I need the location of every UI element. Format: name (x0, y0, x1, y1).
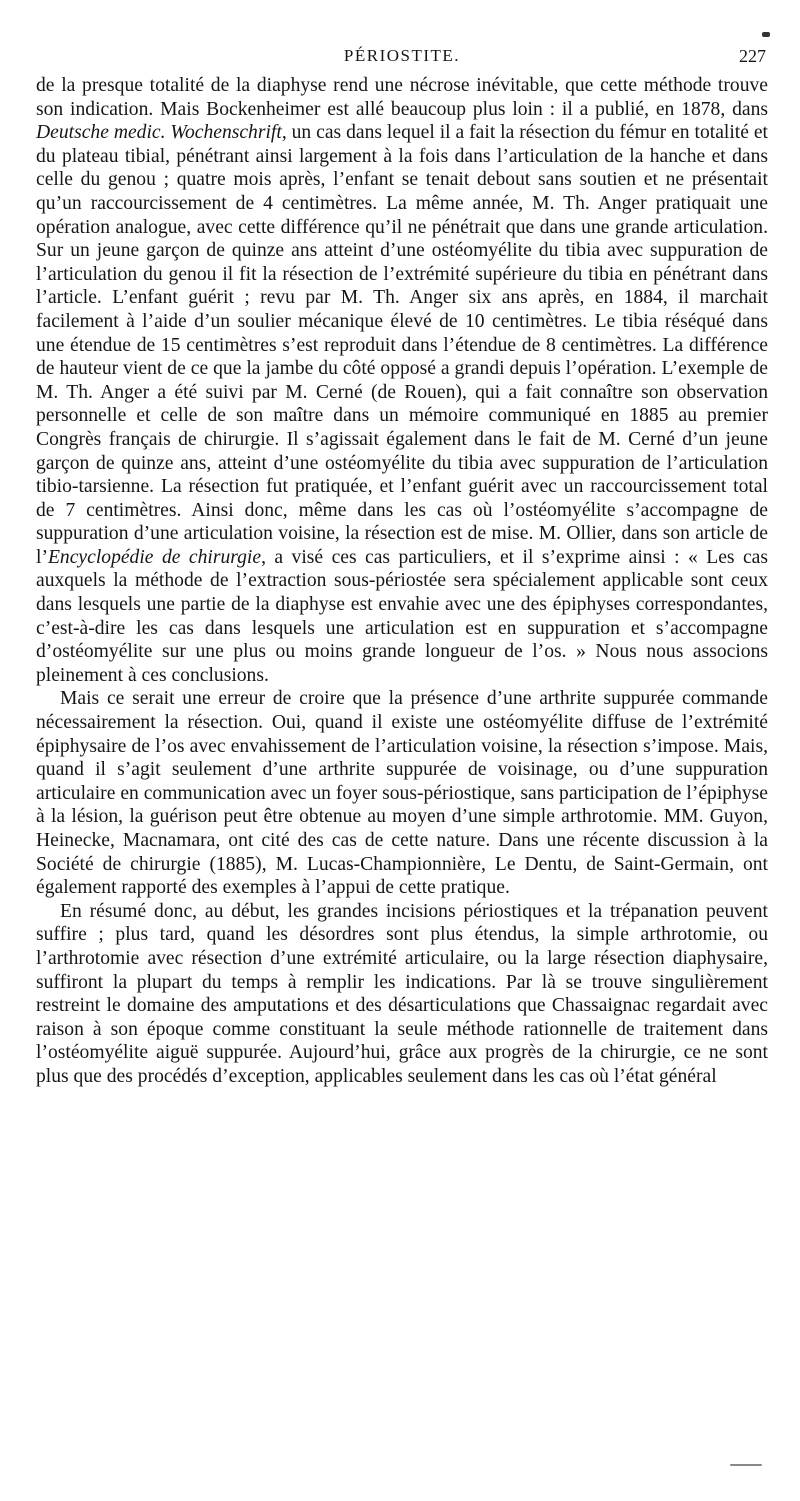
running-title: PÉRIOSTITE. (343, 46, 461, 65)
paragraph-2 (36, 687, 768, 899)
paragraph-1 (36, 74, 768, 687)
text-run: Mais ce serait une erreur de croire que la présence d’une arthrite suppurée commande nécessairement la résection. Oui, quand il existe une ostéomyélite diffuse de l’extrémité épiphysaire de l’os avec envahissement de l’articulation voisine, la résection s’impose. Mais, quand il s’agit seulement d’une arthrite suppurée de voisinage, ou d’une suppuration articulaire en communication avec un foyer sous-périostique, sans participation de l’épiphyse à la lésion, la guérison peut être obtenue au moyen d’une simple arthrotomie. MM. Guyon, Heinecke, Macnamara, ont cité des cas de cette nature. Dans une récente discussion à la Société de chirurgie (1885), M. Lucas-Championnière, Le Dentu, de Saint-Germain, ont également rapporté des exemples à l’appui de cette pratique. (36, 688, 768, 899)
paragraph-3 (36, 900, 768, 1089)
page-number: 227 (739, 46, 766, 66)
work-title: Encyclopédie de chirurgie (47, 546, 262, 568)
body-text (36, 74, 768, 1089)
text-run: En résumé donc, au début, les grandes incisions périostiques et la trépanation peuvent suffire ; plus tard, quand les désordres sont plus étendus, la simple arthrotomie, ou l’arthrotomie avec résection d’une extrémité articulaire, ou la large résection diaphysaire, suffiront la plupart du temps à remplir les indications. Par là se trouve singulièrement restreint le domaine des amputations et des désarticulations que Chassaignac regardait avec raison à son époque comme constituant la seule méthode rationnelle de traitement dans l’ostéomyélite aiguë suppurée. Aujourd’hui, grâce aux progrès de la chirurgie, ce ne sont plus que des procédés d’exception, applicables seulement dans les cas où l’état général (36, 900, 768, 1087)
text-run: , a visé ces cas particuliers, et il s’exprime ainsi : « Les cas auxquels la méthode de l’extraction sous-périostée sera spécialement applicable sont ceux dans lesquels une partie de la diaphyse est envahie avec une des épiphyses correspondantes, c’est-à-dire les cas dans lesquels une articulation est en suppuration et s’accompagne d’ostéomyélite sur une plus ou moins grande longueur de l’os. » Nous nous associons pleinement à ces conclusions. (36, 546, 768, 686)
text-run: , un cas dans lequel il a fait la résection du fémur en totalité et du plateau tibial, pénétrant ainsi largement à la fois dans l’articulation de la hanche et dans celle du genou ; quatre mois après, l’enfant se tenait debout sans soutien et ne présentait qu’un raccourcissement de 4 centimètres. La même année, M. Th. Anger pratiquait une opération analogue, avec cette différence qu’il ne pénétrait que dans une grande articulation. Sur un jeune garçon de quinze ans atteint d’une ostéomyélite du tibia avec suppuration de l’articulation du genou il fit la résection de l’extrémité supérieure du tibia en pénétrant dans l’article. L’enfant guérit ; revu par M. Th. Anger six ans après, en 1884, il marchait facilement à l’aide d’un soulier mécanique élevé de 10 centimètres. Le tibia réséqué dans une étendue de 15 centimètres s’est reproduit dans l’étendue de 8 centimètres. La différence de hauteur vient de ce que la jambe du côté opposé a grandi depuis l’opération. L’exemple de M. Th. Anger a été suivi par M. Cerné (de Rouen), qui a fait connaître son observation personnelle et celle de son maître dans un mémoire communiqué en 1885 au premier Congrès français de chirurgie. Il s’agissait également dans le fait de M. Cerné d’un jeune garçon de quinze ans, atteint d’une ostéomyélite du tibia avec suppuration de l’articulation tibio-tarsienne. La résection fut pratiquée, et l’enfant guérit avec un raccourcissement total de 7 centimètres. Ainsi donc, même dans les cas où l’ostéomyélite s’accompagne de suppuration d’une articulation voisine, la résection est de mise. M. Ollier, dans son article de l’ (36, 122, 768, 568)
scan-speck (762, 32, 770, 37)
running-head (36, 46, 768, 72)
scan-speck (730, 1464, 762, 1466)
journal-title: Deutsche medic. Wochenschrift (36, 122, 282, 144)
text-run: de la presque totalité de la diaphyse rend une nécrose inévitable, que cette méthode trouve son indication. Mais Bockenheimer est allé beaucoup plus loin : il a publié, en 1878, dans (36, 75, 768, 120)
